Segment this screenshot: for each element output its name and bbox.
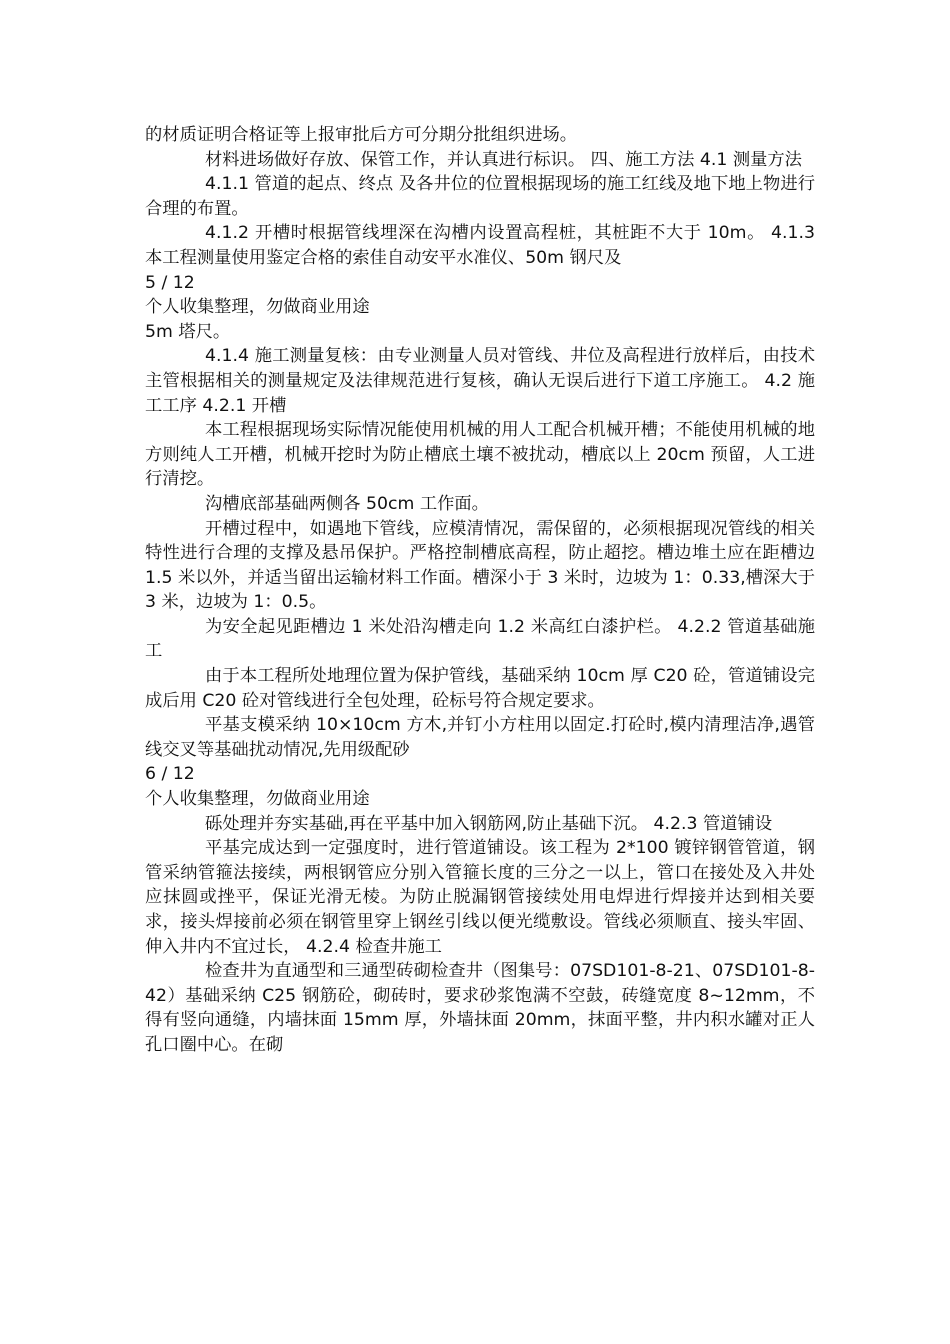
page-number: 6 / 12 — [145, 764, 195, 785]
paragraph: 4.1.1 管道的起点、终点 及各井位的位置根据现场的施工红线及地下地上物进行合理的布置。 — [145, 174, 815, 219]
paragraph: 5m 塔尺。 — [145, 321, 231, 342]
paragraph: 为安全起见距槽边 1 米处沿沟槽走向 1.2 米高红白漆护栏。 4.2.2 管道基础施工 — [145, 616, 815, 662]
paragraph: 平基完成达到一定强度时，进行管道铺设。该工程为 2*100 镀锌钢管管道，钢管采纳管箍法接续，两根钢管应分别入管箍长度的三分之一以上，管口在接处及入井处应抹圆或挫平，保证光滑无棱。为防止脱漏钢管接续处用电焊进行焊接并达到相关要求，接头焊接前必须在钢管里穿上钢丝引线以便光缆敷设。管线必须顺直、接头牢固、伸入井内不宜过长， 4.2.4 检查井施工 — [145, 838, 815, 957]
watermark-note: 个人收集整理，勿做商业用途 — [145, 297, 370, 318]
page-number: 5 / 12 — [145, 272, 195, 293]
paragraph: 平基支模采纳 10×10cm 方木,并钉小方柱用以固定.打砼时,模内清理洁净,遇管线交叉等基础扰动情况,先用级配砂 — [145, 715, 815, 760]
paragraph: 4.1.4 施工测量复核：由专业测量人员对管线、井位及高程进行放样后，由技术主管根据相关的测量规定及法律规范进行复核，确认无误后进行下道工序施工。 4.2 施工工序 4.2.1 开槽 — [145, 346, 815, 416]
document-body — [145, 123, 815, 1058]
paragraph: 由于本工程所处地理位置为保护管线，基础采纳 10cm 厚 C20 砼，管道铺设完成后用 C20 砼对管线进行全包处理，砼标号符合规定要求。 — [145, 666, 815, 711]
paragraph: 的材质证明合格证等上报审批后方可分期分批组织进场。 — [145, 125, 578, 145]
paragraph: 检查井为直通型和三通型砖砌检查井（图集号：07SD101-8-21、07SD101-8-42）基础采纳 C25 钢筋砼，砌砖时，要求砂浆饱满不空鼓，砖缝宽度 8~12mm，不得有竖向通缝，内墙抹面 15mm 厚，外墙抹面 20mm，抹面平整，井内积水罐对正人孔口圈中心。在砌 — [145, 961, 815, 1055]
paragraph: 材料进场做好存放、保管工作，并认真进行标识。 四、施工方法 4.1 测量方法 — [205, 149, 802, 170]
watermark-note: 个人收集整理，勿做商业用途 — [145, 789, 370, 810]
paragraph: 沟槽底部基础两侧各 50cm 工作面。 — [205, 493, 489, 514]
paragraph: 开槽过程中，如遇地下管线，应模清情况，需保留的，必须根据现况管线的相关特性进行合理的支撑及悬吊保护。严格控制槽底高程，防止超挖。槽边堆土应在距槽边 1.5 米以外，并适当留出运输材料工作面。槽深小于 3 米时，边坡为 1：0.33,槽深大于 3 米，边坡为 1：0.5。 — [145, 518, 815, 613]
paragraph: 4.1.2 开槽时根据管线埋深在沟槽内设置高程桩，其桩距不大于 10m。 4.1.3 本工程测量使用鉴定合格的索佳自动安平水准仪、50m 钢尺及 — [145, 223, 815, 268]
paragraph: 本工程根据现场实际情况能使用机械的用人工配合机械开槽；不能使用机械的地方则纯人工开槽，机械开挖时为防止槽底土壤不被扰动，槽底以上 20cm 预留，人工进行清挖。 — [145, 420, 815, 490]
paragraph: 砾处理并夯实基础,再在平基中加入钢筋网,防止基础下沉。 4.2.3 管道铺设 — [205, 813, 773, 834]
